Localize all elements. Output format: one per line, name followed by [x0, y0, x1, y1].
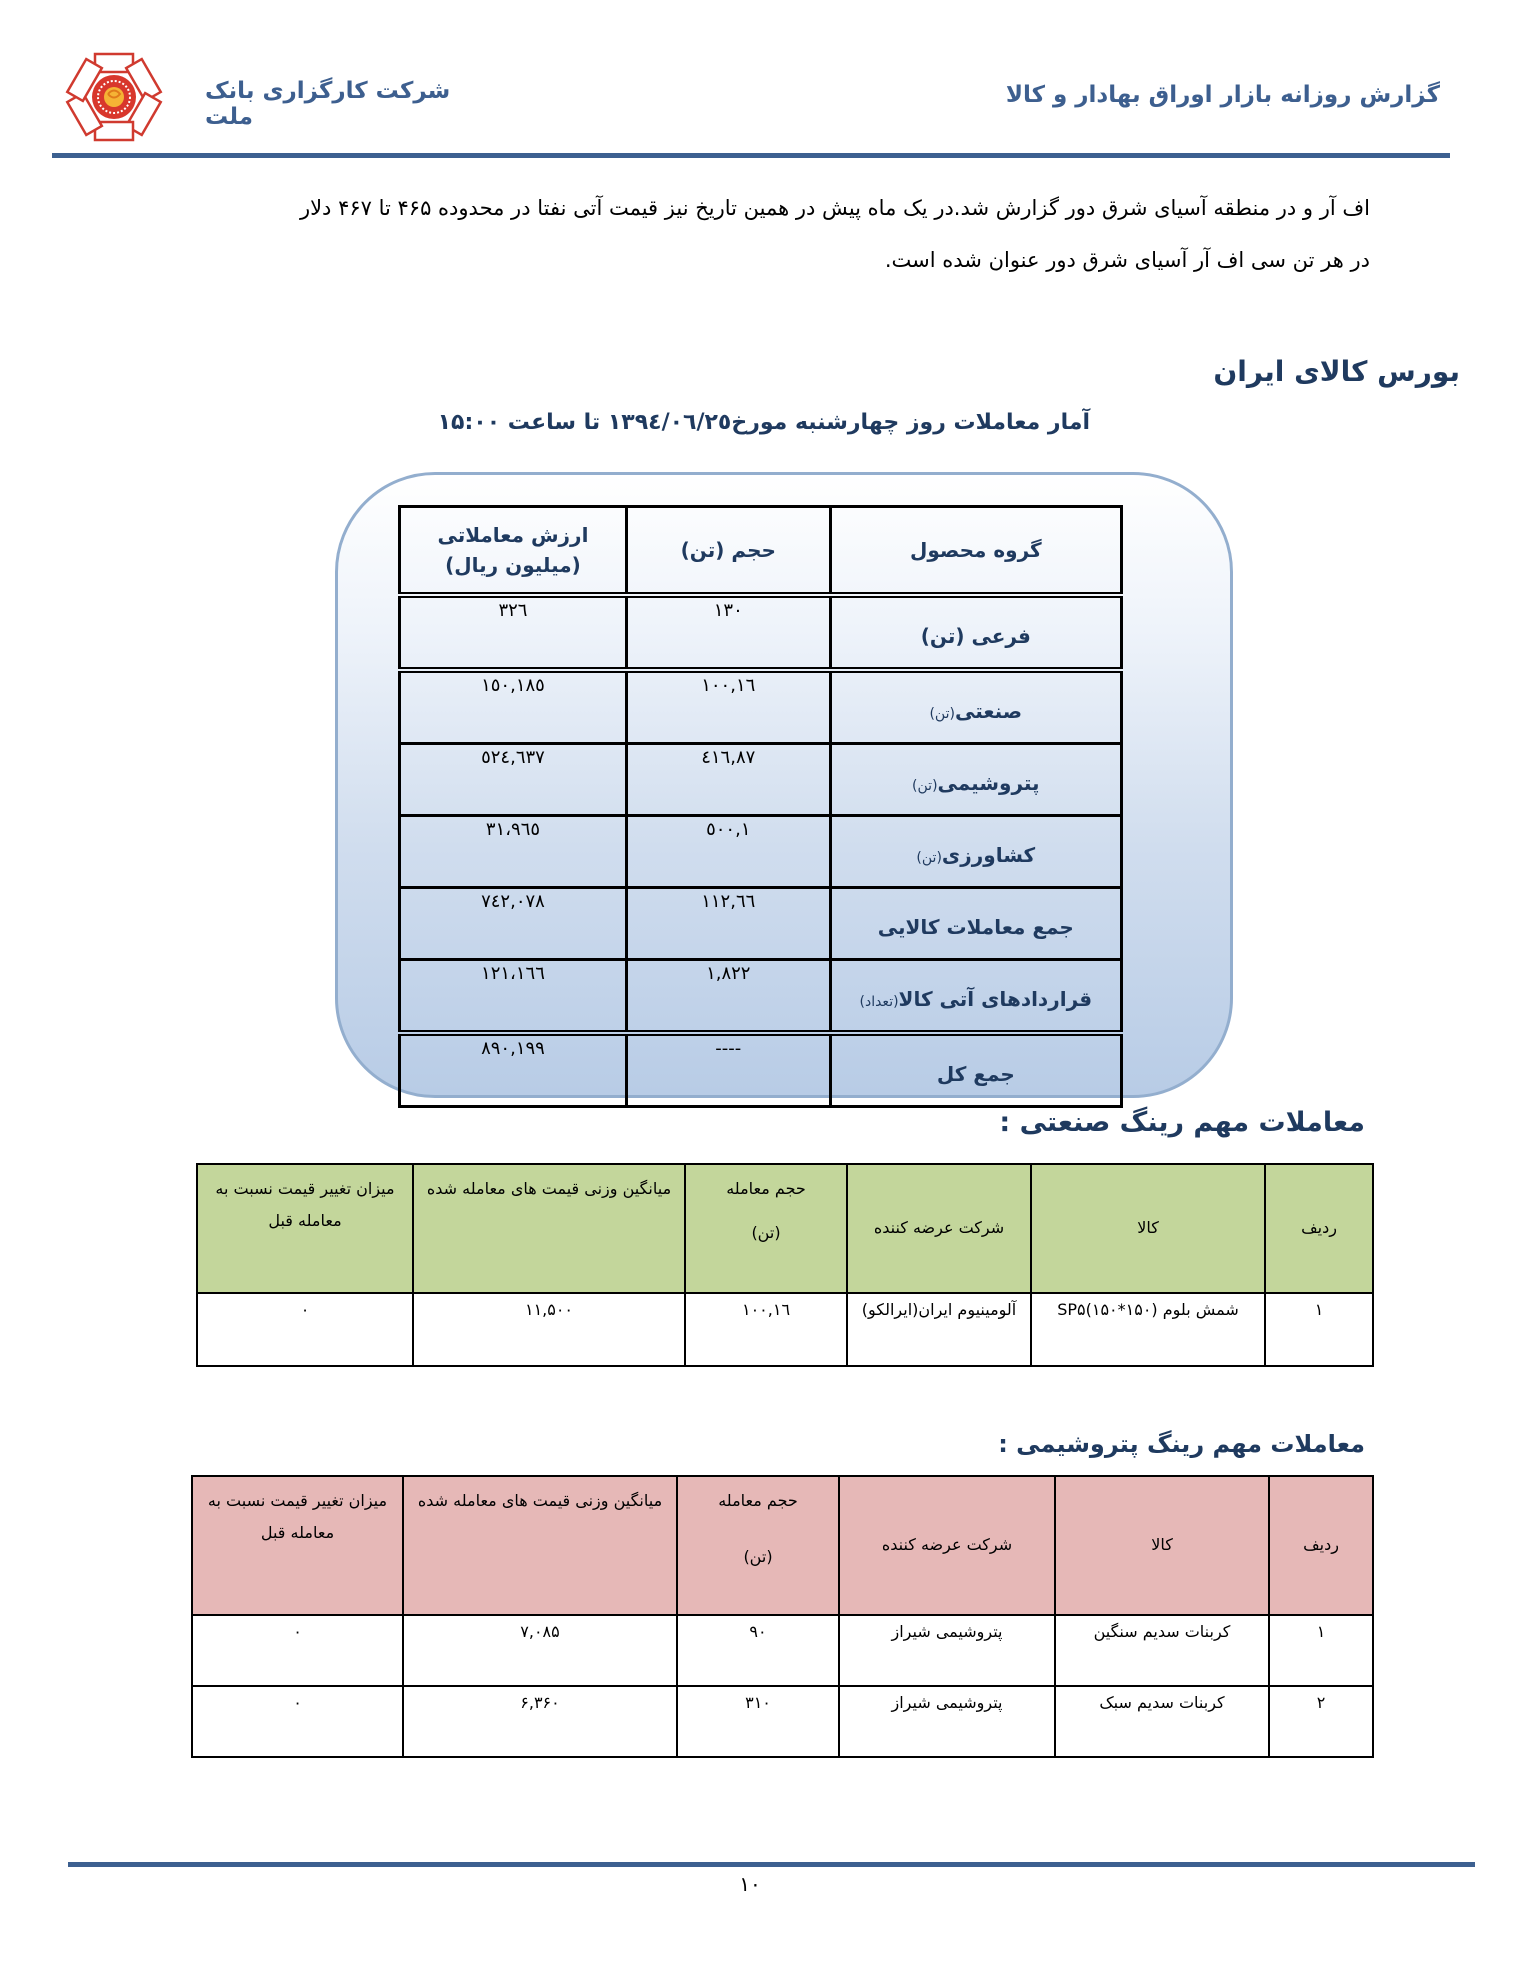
group-unit: (تن): [929, 706, 955, 722]
header-volume-line2: (تن): [751, 1223, 781, 1242]
row-number-cell: ۲: [1269, 1686, 1373, 1757]
group-unit: (تن): [912, 778, 938, 794]
bank-mellat-logo-icon: [62, 50, 167, 145]
company-name: شرکت کارگزاری بانک ملت: [205, 78, 451, 130]
header-row-number: ردیف: [1265, 1164, 1373, 1293]
industrial-ring-title: معاملات مهم رینگ صنعتی :: [999, 1107, 1365, 1138]
header-volume: [677, 1476, 839, 1615]
industrial-header-row: [197, 1164, 1373, 1293]
table-row: [400, 888, 1122, 960]
volume-cell: ۱٦,۱۰۰: [626, 670, 830, 744]
footer-divider: [68, 1862, 1475, 1867]
header-supplier: شرکت عرضه کننده: [847, 1164, 1031, 1293]
stats-caption: آمار معاملات روز چهارشنبه مورخ۱۳۹٤/۰٦/۲٥ تا ساعت ۱۵:۰۰: [437, 410, 1090, 435]
row-number-cell: ۱: [1269, 1615, 1373, 1686]
group-label: کشاورزی: [941, 843, 1036, 867]
table-row-total: [400, 1033, 1122, 1107]
value-cell: ۸۹۰,۱۹۹: [400, 1033, 627, 1107]
commodity-cell: کربنات سدیم سنگین: [1055, 1615, 1269, 1686]
table-row: [400, 744, 1122, 816]
table-row: [192, 1686, 1373, 1757]
group-cell: [830, 888, 1121, 960]
commodity-cell: شمش بلوم (۱۵۰*۱۵۰)SP۵: [1031, 1293, 1265, 1366]
value-cell: ٥۲٤,٦۳۷: [400, 744, 627, 816]
page-number: ۱۰: [739, 1872, 761, 1896]
header-commodity: کالا: [1055, 1476, 1269, 1615]
report-title: گزارش روزانه بازار اوراق بهادار و کالا: [1005, 82, 1440, 108]
header-volume-line1: حجم معامله: [718, 1491, 798, 1510]
avg-price-cell: ۱۱,۵۰۰: [413, 1293, 685, 1366]
group-cell: [830, 816, 1121, 888]
stats-table: [398, 505, 1123, 1108]
header-group: گروه محصول: [830, 507, 1121, 596]
header-divider: [52, 153, 1450, 158]
header-value-line2: (میلیون ریال): [445, 553, 581, 577]
value-cell: ۳۲٦: [400, 595, 627, 670]
group-label: جمع کل: [936, 1062, 1015, 1086]
value-cell: ۱۸٥,۱٥۰: [400, 670, 627, 744]
volume-cell: ۹۰: [677, 1615, 839, 1686]
header-avg-price: میانگین وزنی قیمت های معامله شده: [403, 1476, 677, 1615]
header-value-line1: ارزش معاملاتی: [437, 523, 589, 547]
volume-cell: ۳۱۰: [677, 1686, 839, 1757]
group-cell: [830, 670, 1121, 744]
header-avg-price: میانگین وزنی قیمت های معامله شده: [413, 1164, 685, 1293]
group-label: پتروشیمی: [937, 771, 1040, 795]
header-price-change: میزان تغییر قیمت نسبت به معامله قبل: [192, 1476, 403, 1615]
group-label: فرعی (تن): [920, 624, 1031, 648]
petrochemical-header-row: [192, 1476, 1373, 1615]
header-commodity: کالا: [1031, 1164, 1265, 1293]
petrochemical-ring-title: معاملات مهم رینگ پتروشیمی :: [998, 1430, 1365, 1458]
volume-cell: ٦٦,۱۱۲: [626, 888, 830, 960]
header-volume-line2: (تن): [743, 1547, 773, 1566]
intro-paragraph: [130, 182, 1370, 286]
commodity-cell: کربنات سدیم سبک: [1055, 1686, 1269, 1757]
volume-cell: ۱,۸۲۲: [626, 960, 830, 1034]
table-row: [192, 1615, 1373, 1686]
value-cell: ۱٦٦،۱۲۱: [400, 960, 627, 1034]
table-row: [400, 595, 1122, 670]
group-cell: [830, 595, 1121, 670]
value-cell: ۳۱،۹٦٥: [400, 816, 627, 888]
petrochemical-ring-table: [191, 1475, 1374, 1758]
supplier-cell: پتروشیمی شیراز: [839, 1615, 1055, 1686]
volume-cell: ----: [626, 1033, 830, 1107]
volume-cell: ۱٦,۱۰۰: [685, 1293, 847, 1366]
group-label: قراردادهای آتی کالا: [898, 987, 1093, 1011]
group-cell: [830, 744, 1121, 816]
group-unit: (تعداد): [859, 994, 899, 1010]
group-cell: [830, 1033, 1121, 1107]
volume-cell: ۱,٥۰۰: [626, 816, 830, 888]
header-volume-line1: حجم معامله: [726, 1179, 806, 1198]
supplier-cell: پتروشیمی شیراز: [839, 1686, 1055, 1757]
row-number-cell: ۱: [1265, 1293, 1373, 1366]
group-label: صنعتی: [954, 699, 1023, 723]
avg-price-cell: ۷,۰۸۵: [403, 1615, 677, 1686]
header-value: [400, 507, 627, 596]
price-change-cell: ۰: [197, 1293, 413, 1366]
value-cell: ۷٤۲,۰۷۸: [400, 888, 627, 960]
group-label: جمع معاملات کالایی: [877, 915, 1074, 939]
group-cell: [830, 960, 1121, 1034]
header-price-change: میزان تغییر قیمت نسبت به معامله قبل: [197, 1164, 413, 1293]
header-row-number: ردیف: [1269, 1476, 1373, 1615]
paragraph-line-1: اف آر و در منطقه آسیای شرق دور گزارش شد.در یک ماه پیش در همین تاریخ نیز قیمت آتی نفتا در محدوده ۴۶۵ تا ۴۶۷ دلار: [299, 196, 1370, 220]
header-supplier: شرکت عرضه کننده: [839, 1476, 1055, 1615]
avg-price-cell: ۶,۳۶۰: [403, 1686, 677, 1757]
table-row: [197, 1293, 1373, 1366]
table-row: [400, 670, 1122, 744]
table-row: [400, 960, 1122, 1034]
header-volume: حجم (تن): [626, 507, 830, 596]
header-volume: [685, 1164, 847, 1293]
stats-header-row: [400, 507, 1122, 596]
table-row: [400, 816, 1122, 888]
supplier-cell: آلومینیوم ایران(ایرالکو): [847, 1293, 1031, 1366]
price-change-cell: ۰: [192, 1615, 403, 1686]
price-change-cell: ۰: [192, 1686, 403, 1757]
volume-cell: ۱۳۰: [626, 595, 830, 670]
section-title: بورس کالای ایران: [1213, 355, 1460, 388]
group-unit: (تن): [916, 850, 942, 866]
paragraph-line-2: در هر تن سی اف آر آسیای شرق دور عنوان شده است.: [884, 248, 1370, 272]
industrial-ring-table: [196, 1163, 1374, 1367]
volume-cell: ۸۷,٤۱٦: [626, 744, 830, 816]
